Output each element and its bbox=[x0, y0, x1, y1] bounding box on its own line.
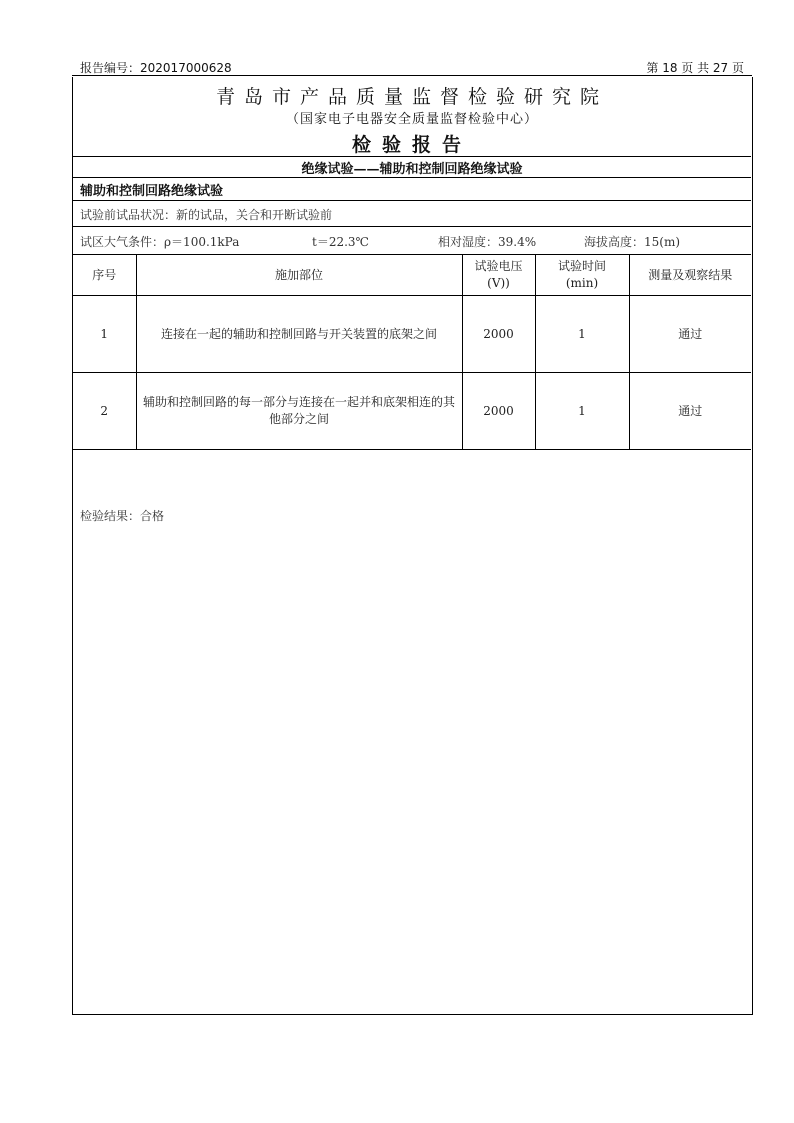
report-header bbox=[80, 57, 744, 75]
test-table bbox=[73, 254, 751, 450]
report-number-value: 202017000628 bbox=[140, 61, 232, 75]
divider bbox=[73, 226, 751, 227]
header-rule bbox=[72, 75, 752, 76]
header-time bbox=[535, 255, 629, 296]
table-header-row bbox=[73, 255, 751, 296]
institution-subtitle: （国家电子电器安全质量监督检验中心） bbox=[285, 112, 538, 127]
cell-no: 1 bbox=[73, 296, 136, 373]
cell-result: 通过 bbox=[629, 373, 751, 450]
divider bbox=[73, 177, 751, 178]
test-subtitle: 辅助和控制回路绝缘试验 bbox=[80, 184, 224, 199]
cell-result: 通过 bbox=[629, 296, 751, 373]
condition-altitude: 海拔高度：15(m) bbox=[584, 235, 681, 249]
header-time-line2: (min) bbox=[565, 276, 599, 290]
cell-time: 1 bbox=[535, 373, 629, 450]
cell-voltage: 2000 bbox=[462, 296, 535, 373]
cell-time: 1 bbox=[535, 296, 629, 373]
header-result: 测量及观察结果 bbox=[629, 255, 751, 296]
report-number bbox=[80, 59, 232, 76]
condition-pressure: 试区大气条件：ρ＝100.1kPa bbox=[80, 235, 240, 249]
divider bbox=[73, 156, 751, 157]
condition-humidity: 相对湿度：39.4% bbox=[438, 235, 537, 249]
cell-part: 辅助和控制回路的每一部分与连接在一起并和底架相连的其他部分之间 bbox=[136, 373, 462, 450]
cell-no: 2 bbox=[73, 373, 136, 450]
cell-part: 连接在一起的辅助和控制回路与开关装置的底架之间 bbox=[136, 296, 462, 373]
report-title: 检验报告 bbox=[351, 134, 472, 156]
page-info: 第 18 页 共 27 页 bbox=[646, 61, 744, 75]
pre-test-state: 试验前试品状况：新的试品，关合和开断试验前 bbox=[80, 208, 333, 222]
institution-name: 青岛市产品质量监督检验研究院 bbox=[215, 86, 608, 108]
divider bbox=[73, 200, 751, 201]
table-row bbox=[73, 296, 751, 373]
header-time-line1: 试验时间 bbox=[557, 259, 606, 273]
report-number-label: 报告编号： bbox=[80, 61, 141, 75]
test-conclusion: 检验结果：合格 bbox=[80, 509, 165, 523]
header-voltage-line2: (V)) bbox=[487, 276, 510, 290]
header-no: 序号 bbox=[73, 255, 136, 296]
section-title: 绝缘试验——辅助和控制回路绝缘试验 bbox=[301, 162, 523, 177]
condition-temperature: t＝22.3℃ bbox=[312, 235, 369, 249]
header-voltage bbox=[462, 255, 535, 296]
table-row bbox=[73, 373, 751, 450]
header-part: 施加部位 bbox=[136, 255, 462, 296]
cell-voltage: 2000 bbox=[462, 373, 535, 450]
header-voltage-line1: 试验电压 bbox=[474, 259, 523, 273]
